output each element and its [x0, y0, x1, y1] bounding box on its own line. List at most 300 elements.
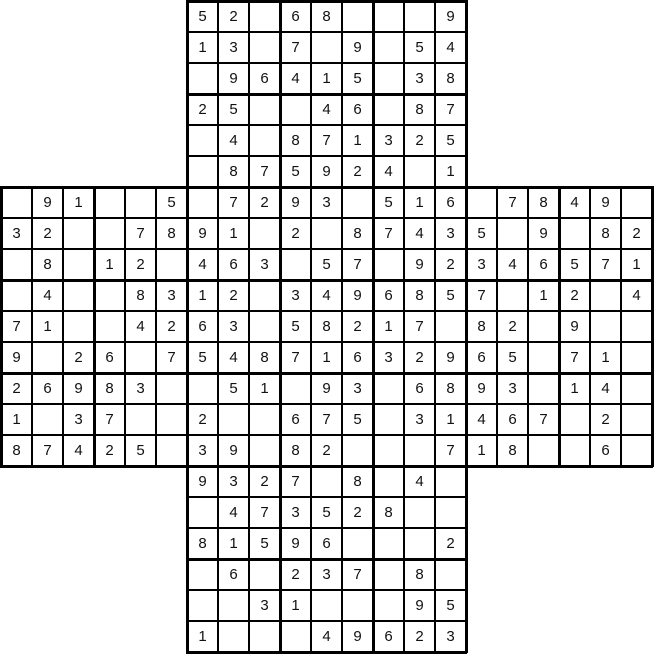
sudoku-cell-given[interactable]: 9 [342, 32, 373, 63]
sudoku-cell-given[interactable]: 6 [218, 559, 249, 590]
sudoku-cell-given[interactable]: 7 [1, 311, 32, 342]
sudoku-cell-given[interactable]: 8 [590, 218, 621, 249]
sudoku-cell-given[interactable]: 4 [218, 342, 249, 373]
sudoku-cell-given[interactable]: 2 [404, 342, 435, 373]
sudoku-cell-given[interactable]: 8 [435, 373, 466, 404]
sudoku-cell-given[interactable]: 5 [373, 187, 404, 218]
sudoku-cell-empty[interactable] [311, 32, 342, 63]
sudoku-cell-given[interactable]: 3 [156, 280, 187, 311]
sudoku-cell-empty[interactable] [280, 621, 311, 652]
sudoku-cell-empty[interactable] [63, 311, 94, 342]
sudoku-cell-empty[interactable] [435, 559, 466, 590]
sudoku-cell-empty[interactable] [218, 404, 249, 435]
sudoku-cell-given[interactable]: 3 [342, 373, 373, 404]
sudoku-cell-empty[interactable] [404, 497, 435, 528]
sudoku-cell-given[interactable]: 6 [280, 1, 311, 32]
sudoku-cell-given[interactable]: 1 [218, 218, 249, 249]
sudoku-cell-given[interactable]: 1 [187, 621, 218, 652]
sudoku-cell-given[interactable]: 2 [590, 404, 621, 435]
sudoku-cell-given[interactable]: 8 [404, 559, 435, 590]
sudoku-cell-given[interactable]: 3 [435, 621, 466, 652]
sudoku-cell-empty[interactable] [218, 590, 249, 621]
sudoku-cell-given[interactable]: 5 [466, 218, 497, 249]
sudoku-cell-empty[interactable] [528, 373, 559, 404]
sudoku-cell-given[interactable]: 8 [342, 466, 373, 497]
sudoku-cell-given[interactable]: 8 [218, 156, 249, 187]
sudoku-cell-given[interactable]: 4 [32, 280, 63, 311]
sudoku-cell-given[interactable]: 2 [404, 621, 435, 652]
sudoku-cell-given[interactable]: 7 [404, 311, 435, 342]
sudoku-cell-given[interactable]: 4 [218, 497, 249, 528]
sudoku-cell-empty[interactable] [187, 63, 218, 94]
sudoku-cell-empty[interactable] [621, 342, 652, 373]
sudoku-cell-empty[interactable] [187, 497, 218, 528]
grid-separator-vertical [279, 372, 282, 653]
sudoku-cell-given[interactable]: 5 [342, 404, 373, 435]
sudoku-cell-empty[interactable] [559, 218, 590, 249]
sudoku-cell-empty[interactable] [435, 497, 466, 528]
sudoku-cell-empty[interactable] [621, 404, 652, 435]
sudoku-cell-given[interactable]: 4 [311, 94, 342, 125]
sudoku-cell-given[interactable]: 8 [311, 311, 342, 342]
sudoku-cell-given[interactable]: 6 [280, 404, 311, 435]
sudoku-cell-empty[interactable] [621, 187, 652, 218]
sudoku-cell-empty[interactable] [373, 466, 404, 497]
sudoku-cell-given[interactable]: 1 [218, 528, 249, 559]
sudoku-cell-given[interactable]: 8 [249, 342, 280, 373]
sudoku-cell-given[interactable]: 1 [63, 187, 94, 218]
sudoku-cell-empty[interactable] [528, 311, 559, 342]
sudoku-cell-given[interactable]: 4 [590, 373, 621, 404]
sudoku-cell-given[interactable]: 9 [435, 342, 466, 373]
sudoku-cell-empty[interactable] [528, 435, 559, 466]
sudoku-cell-given[interactable]: 2 [497, 311, 528, 342]
sudoku-cell-given[interactable]: 4 [497, 249, 528, 280]
sudoku-cell-given[interactable]: 6 [497, 404, 528, 435]
sudoku-cell-given[interactable]: 3 [249, 590, 280, 621]
sudoku-cell-empty[interactable] [497, 218, 528, 249]
sudoku-cell-given[interactable]: 1 [94, 249, 125, 280]
sudoku-cell-given[interactable]: 9 [280, 187, 311, 218]
sudoku-cell-given[interactable]: 8 [125, 280, 156, 311]
sudoku-cell-given[interactable]: 2 [249, 466, 280, 497]
sudoku-cell-empty[interactable] [156, 373, 187, 404]
sudoku-cell-given[interactable]: 6 [404, 373, 435, 404]
sudoku-cell-empty[interactable] [342, 528, 373, 559]
sudoku-cell-given[interactable]: 4 [404, 218, 435, 249]
sudoku-cell-empty[interactable] [621, 435, 652, 466]
sudoku-cell-given[interactable]: 8 [280, 435, 311, 466]
sudoku-cell-empty[interactable] [342, 187, 373, 218]
sudoku-cell-given[interactable]: 3 [125, 373, 156, 404]
sudoku-cell-empty[interactable] [342, 1, 373, 32]
sudoku-cell-empty[interactable] [125, 342, 156, 373]
sudoku-cell-given[interactable]: 8 [404, 280, 435, 311]
sudoku-cell-empty[interactable] [280, 94, 311, 125]
sudoku-cell-given[interactable]: 5 [218, 94, 249, 125]
sudoku-cell-empty[interactable] [435, 466, 466, 497]
sudoku-cell-given[interactable]: 7 [94, 404, 125, 435]
sudoku-cell-given[interactable]: 2 [187, 94, 218, 125]
sudoku-cell-given[interactable]: 5 [280, 311, 311, 342]
sudoku-cell-given[interactable]: 6 [311, 528, 342, 559]
sudoku-cell-given[interactable]: 7 [342, 249, 373, 280]
sudoku-cell-given[interactable]: 8 [373, 497, 404, 528]
sudoku-cell-given[interactable]: 8 [280, 125, 311, 156]
sudoku-cell-empty[interactable] [280, 373, 311, 404]
sudoku-cell-given[interactable]: 9 [187, 218, 218, 249]
sudoku-cell-given[interactable]: 3 [63, 404, 94, 435]
sudoku-cell-given[interactable]: 4 [187, 249, 218, 280]
sudoku-cell-empty[interactable] [373, 559, 404, 590]
sudoku-cell-given[interactable]: 4 [404, 466, 435, 497]
sudoku-cell-given[interactable]: 2 [280, 218, 311, 249]
sudoku-cell-given[interactable]: 5 [218, 373, 249, 404]
sudoku-cell-empty[interactable] [311, 590, 342, 621]
sudoku-cell-given[interactable]: 2 [187, 404, 218, 435]
sudoku-cell-given[interactable]: 3 [218, 311, 249, 342]
sudoku-cell-given[interactable]: 5 [311, 497, 342, 528]
sudoku-cell-given[interactable]: 8 [156, 218, 187, 249]
sudoku-cell-empty[interactable] [497, 280, 528, 311]
sudoku-cell-given[interactable]: 2 [63, 342, 94, 373]
sudoku-cell-empty[interactable] [404, 1, 435, 32]
sudoku-cell-given[interactable]: 3 [311, 187, 342, 218]
sudoku-cell-given[interactable]: 1 [435, 156, 466, 187]
sudoku-cell-given[interactable]: 9 [404, 590, 435, 621]
sudoku-cell-given[interactable]: 3 [466, 249, 497, 280]
sudoku-cell-given[interactable]: 8 [94, 373, 125, 404]
sudoku-cell-empty[interactable] [528, 342, 559, 373]
sudoku-cell-empty[interactable] [373, 435, 404, 466]
sudoku-cell-given[interactable]: 5 [404, 32, 435, 63]
sudoku-cell-given[interactable]: 2 [1, 373, 32, 404]
sudoku-cell-empty[interactable] [187, 156, 218, 187]
sudoku-cell-empty[interactable] [187, 590, 218, 621]
sudoku-cell-given[interactable]: 5 [280, 156, 311, 187]
sudoku-cell-empty[interactable] [1, 280, 32, 311]
sudoku-cell-empty[interactable] [249, 218, 280, 249]
sudoku-cell-empty[interactable] [156, 435, 187, 466]
sudoku-cell-empty[interactable] [94, 311, 125, 342]
sudoku-cell-empty[interactable] [249, 32, 280, 63]
sudoku-cell-given[interactable]: 7 [218, 187, 249, 218]
sudoku-cell-given[interactable]: 3 [311, 559, 342, 590]
sudoku-cell-given[interactable]: 7 [311, 404, 342, 435]
sudoku-cell-given[interactable]: 9 [218, 63, 249, 94]
sudoku-cell-given[interactable]: 9 [1, 342, 32, 373]
sudoku-cell-given[interactable]: 1 [280, 590, 311, 621]
sudoku-cell-empty[interactable] [63, 280, 94, 311]
sudoku-cell-empty[interactable] [63, 218, 94, 249]
sudoku-cell-given[interactable]: 6 [435, 187, 466, 218]
sudoku-cell-given[interactable]: 2 [249, 187, 280, 218]
sudoku-cell-given[interactable]: 9 [528, 218, 559, 249]
sudoku-cell-given[interactable]: 2 [342, 311, 373, 342]
sudoku-cell-given[interactable]: 9 [466, 373, 497, 404]
sudoku-cell-given[interactable]: 2 [218, 1, 249, 32]
sudoku-cell-given[interactable]: 6 [32, 373, 63, 404]
sudoku-cell-given[interactable]: 1 [466, 435, 497, 466]
sudoku-cell-given[interactable]: 2 [280, 559, 311, 590]
sudoku-cell-given[interactable]: 5 [156, 187, 187, 218]
sudoku-cell-given[interactable]: 5 [435, 590, 466, 621]
sudoku-cell-empty[interactable] [249, 311, 280, 342]
sudoku-cell-given[interactable]: 1 [342, 125, 373, 156]
sudoku-cell-given[interactable]: 7 [435, 94, 466, 125]
sudoku-cell-given[interactable]: 3 [435, 218, 466, 249]
sudoku-cell-given[interactable]: 2 [435, 249, 466, 280]
sudoku-cell-empty[interactable] [249, 435, 280, 466]
sudoku-cell-given[interactable]: 7 [249, 156, 280, 187]
sudoku-cell-given[interactable]: 2 [156, 311, 187, 342]
sudoku-cell-given[interactable]: 6 [590, 435, 621, 466]
sudoku-cell-given[interactable]: 1 [311, 342, 342, 373]
sudoku-cell-given[interactable]: 5 [187, 342, 218, 373]
sudoku-cell-given[interactable]: 8 [528, 187, 559, 218]
sudoku-cell-empty[interactable] [218, 621, 249, 652]
sudoku-cell-empty[interactable] [404, 435, 435, 466]
sudoku-cell-given[interactable]: 8 [32, 249, 63, 280]
sudoku-cell-given[interactable]: 3 [249, 249, 280, 280]
sudoku-cell-given[interactable]: 4 [621, 280, 652, 311]
sudoku-cell-given[interactable]: 3 [218, 32, 249, 63]
sudoku-cell-given[interactable]: 6 [218, 249, 249, 280]
sudoku-cell-given[interactable]: 5 [559, 249, 590, 280]
sudoku-cell-given[interactable]: 9 [32, 187, 63, 218]
sudoku-cell-given[interactable]: 7 [528, 404, 559, 435]
sudoku-cell-given[interactable]: 2 [435, 528, 466, 559]
sudoku-cell-given[interactable]: 3 [373, 342, 404, 373]
sudoku-cell-empty[interactable] [311, 466, 342, 497]
sudoku-cell-empty[interactable] [373, 249, 404, 280]
sudoku-cell-given[interactable]: 4 [559, 187, 590, 218]
sudoku-cell-given[interactable]: 7 [590, 249, 621, 280]
sudoku-cell-given[interactable]: 9 [187, 466, 218, 497]
sudoku-cell-given[interactable]: 1 [187, 32, 218, 63]
sudoku-cell-given[interactable]: 2 [342, 156, 373, 187]
sudoku-cell-empty[interactable] [187, 373, 218, 404]
sudoku-cell-empty[interactable] [280, 249, 311, 280]
sudoku-cell-given[interactable]: 2 [218, 280, 249, 311]
sudoku-cell-given[interactable]: 8 [435, 63, 466, 94]
sudoku-cell-empty[interactable] [125, 404, 156, 435]
sudoku-cell-given[interactable]: 1 [404, 187, 435, 218]
sudoku-cell-empty[interactable] [187, 559, 218, 590]
sudoku-cell-given[interactable]: 2 [94, 435, 125, 466]
sudoku-cell-given[interactable]: 1 [32, 311, 63, 342]
sudoku-cell-empty[interactable] [1, 249, 32, 280]
sudoku-cell-given[interactable]: 1 [373, 311, 404, 342]
sudoku-cell-given[interactable]: 5 [435, 280, 466, 311]
sudoku-cell-empty[interactable] [342, 590, 373, 621]
sudoku-cell-given[interactable]: 7 [311, 125, 342, 156]
sudoku-cell-given[interactable]: 2 [32, 218, 63, 249]
sudoku-cell-given[interactable]: 5 [435, 125, 466, 156]
sudoku-cell-given[interactable]: 4 [311, 621, 342, 652]
sudoku-cell-empty[interactable] [249, 621, 280, 652]
sudoku-cell-empty[interactable] [32, 404, 63, 435]
sudoku-cell-empty[interactable] [249, 404, 280, 435]
sudoku-cell-empty[interactable] [373, 528, 404, 559]
sudoku-cell-given[interactable]: 6 [528, 249, 559, 280]
sudoku-cell-given[interactable]: 6 [249, 63, 280, 94]
sudoku-cell-empty[interactable] [311, 218, 342, 249]
sudoku-cell-given[interactable]: 1 [621, 249, 652, 280]
sudoku-cell-empty[interactable] [373, 373, 404, 404]
sudoku-cell-given[interactable]: 2 [311, 435, 342, 466]
sudoku-cell-given[interactable]: 7 [373, 218, 404, 249]
sudoku-cell-empty[interactable] [404, 528, 435, 559]
sudoku-cell-given[interactable]: 2 [559, 280, 590, 311]
sudoku-cell-empty[interactable] [1, 187, 32, 218]
sudoku-cell-empty[interactable] [373, 1, 404, 32]
sudoku-cell-given[interactable]: 3 [187, 435, 218, 466]
sudoku-cell-given[interactable]: 9 [218, 435, 249, 466]
sudoku-cell-given[interactable]: 8 [1, 435, 32, 466]
sudoku-cell-empty[interactable] [249, 125, 280, 156]
sudoku-cell-empty[interactable] [373, 32, 404, 63]
sudoku-cell-given[interactable]: 6 [342, 94, 373, 125]
sudoku-cell-empty[interactable] [94, 218, 125, 249]
sudoku-cell-empty[interactable] [63, 249, 94, 280]
sudoku-cell-given[interactable]: 8 [497, 435, 528, 466]
sudoku-cell-given[interactable]: 4 [218, 125, 249, 156]
sudoku-cell-given[interactable]: 9 [311, 156, 342, 187]
sudoku-cell-given[interactable]: 7 [156, 342, 187, 373]
sudoku-cell-given[interactable]: 7 [249, 497, 280, 528]
sudoku-cell-given[interactable]: 6 [466, 342, 497, 373]
sudoku-cell-given[interactable]: 7 [435, 435, 466, 466]
sudoku-cell-empty[interactable] [342, 435, 373, 466]
sudoku-cell-empty[interactable] [559, 404, 590, 435]
sudoku-cell-empty[interactable] [249, 559, 280, 590]
sudoku-cell-empty[interactable] [156, 404, 187, 435]
sudoku-cell-given[interactable]: 1 [249, 373, 280, 404]
sudoku-cell-given[interactable]: 8 [342, 218, 373, 249]
sudoku-cell-given[interactable]: 3 [1, 218, 32, 249]
sudoku-cell-given[interactable]: 8 [404, 94, 435, 125]
sudoku-cell-given[interactable]: 1 [435, 404, 466, 435]
sudoku-cell-empty[interactable] [621, 311, 652, 342]
sudoku-cell-given[interactable]: 1 [590, 342, 621, 373]
sudoku-cell-given[interactable]: 1 [528, 280, 559, 311]
sudoku-cell-given[interactable]: 9 [311, 373, 342, 404]
sudoku-cell-given[interactable]: 2 [125, 249, 156, 280]
sudoku-cell-given[interactable]: 7 [125, 218, 156, 249]
sudoku-cell-empty[interactable] [435, 311, 466, 342]
sudoku-cell-given[interactable]: 3 [373, 125, 404, 156]
sudoku-cell-given[interactable]: 7 [342, 559, 373, 590]
sudoku-cell-given[interactable]: 7 [559, 342, 590, 373]
sudoku-cell-given[interactable]: 9 [404, 249, 435, 280]
sudoku-cell-given[interactable]: 5 [249, 528, 280, 559]
sudoku-cell-given[interactable]: 3 [497, 373, 528, 404]
sudoku-cell-given[interactable]: 8 [311, 1, 342, 32]
grid-separator-vertical [186, 372, 189, 653]
sudoku-cell-empty[interactable] [249, 280, 280, 311]
sudoku-cell-given[interactable]: 6 [373, 621, 404, 652]
sudoku-cell-empty[interactable] [590, 280, 621, 311]
sudoku-cell-given[interactable]: 7 [497, 187, 528, 218]
sudoku-cell-empty[interactable] [125, 187, 156, 218]
sudoku-cell-given[interactable]: 4 [435, 32, 466, 63]
sudoku-cell-empty[interactable] [590, 311, 621, 342]
sudoku-cell-empty[interactable] [466, 187, 497, 218]
sudoku-cell-given[interactable]: 4 [63, 435, 94, 466]
sudoku-cell-given[interactable]: 1 [559, 373, 590, 404]
sudoku-cell-empty[interactable] [404, 156, 435, 187]
sudoku-cell-given[interactable]: 1 [187, 280, 218, 311]
sudoku-cell-given[interactable]: 5 [187, 1, 218, 32]
sudoku-cell-given[interactable]: 7 [280, 32, 311, 63]
sudoku-cell-given[interactable]: 9 [559, 311, 590, 342]
sudoku-cell-empty[interactable] [373, 590, 404, 621]
sudoku-cell-empty[interactable] [249, 1, 280, 32]
sudoku-cell-given[interactable]: 3 [280, 497, 311, 528]
sudoku-cell-given[interactable]: 1 [1, 404, 32, 435]
sudoku-cell-empty[interactable] [373, 94, 404, 125]
sudoku-cell-empty[interactable] [373, 63, 404, 94]
sudoku-cell-given[interactable]: 8 [187, 528, 218, 559]
sudoku-cell-given[interactable]: 6 [342, 342, 373, 373]
sudoku-cell-empty[interactable] [249, 94, 280, 125]
sudoku-cell-empty[interactable] [187, 187, 218, 218]
sudoku-cell-given[interactable]: 7 [466, 280, 497, 311]
sudoku-cell-given[interactable]: 5 [342, 63, 373, 94]
sudoku-cell-given[interactable]: 6 [373, 280, 404, 311]
sudoku-cell-given[interactable]: 5 [125, 435, 156, 466]
sudoku-cell-given[interactable]: 5 [497, 342, 528, 373]
sudoku-cell-given[interactable]: 4 [280, 63, 311, 94]
sudoku-cell-empty[interactable] [187, 125, 218, 156]
sudoku-cell-given[interactable]: 7 [32, 435, 63, 466]
sudoku-cell-given[interactable]: 2 [621, 218, 652, 249]
sudoku-cell-given[interactable]: 4 [466, 404, 497, 435]
sudoku-cell-given[interactable]: 9 [590, 187, 621, 218]
sudoku-cell-given[interactable]: 4 [373, 156, 404, 187]
sudoku-cell-given[interactable]: 3 [280, 280, 311, 311]
sudoku-cell-empty[interactable] [94, 187, 125, 218]
sudoku-cell-empty[interactable] [373, 404, 404, 435]
sudoku-cell-given[interactable]: 5 [311, 249, 342, 280]
sudoku-cell-given[interactable]: 9 [435, 1, 466, 32]
sudoku-cell-given[interactable]: 4 [125, 311, 156, 342]
sudoku-cell-given[interactable]: 3 [404, 63, 435, 94]
sudoku-cell-empty[interactable] [559, 435, 590, 466]
grid-separator-vertical [93, 186, 96, 467]
sudoku-cell-given[interactable]: 7 [280, 466, 311, 497]
sudoku-cell-given[interactable]: 7 [280, 342, 311, 373]
sudoku-cell-given[interactable]: 6 [187, 311, 218, 342]
sudoku-cell-empty[interactable] [156, 249, 187, 280]
sudoku-cell-given[interactable]: 4 [311, 280, 342, 311]
sudoku-cell-given[interactable]: 9 [280, 528, 311, 559]
sudoku-cell-given[interactable]: 2 [404, 125, 435, 156]
sudoku-cell-given[interactable]: 9 [342, 280, 373, 311]
sudoku-cell-empty[interactable] [94, 280, 125, 311]
sudoku-cell-given[interactable]: 1 [311, 63, 342, 94]
sudoku-cell-given[interactable]: 6 [94, 342, 125, 373]
sudoku-cell-given[interactable]: 2 [342, 497, 373, 528]
sudoku-cell-given[interactable]: 3 [404, 404, 435, 435]
sudoku-cell-given[interactable]: 9 [342, 621, 373, 652]
sudoku-cell-given[interactable]: 9 [63, 373, 94, 404]
sudoku-cell-empty[interactable] [32, 342, 63, 373]
sudoku-cell-given[interactable]: 3 [218, 466, 249, 497]
sudoku-cell-given[interactable]: 8 [466, 311, 497, 342]
sudoku-cell-empty[interactable] [621, 373, 652, 404]
